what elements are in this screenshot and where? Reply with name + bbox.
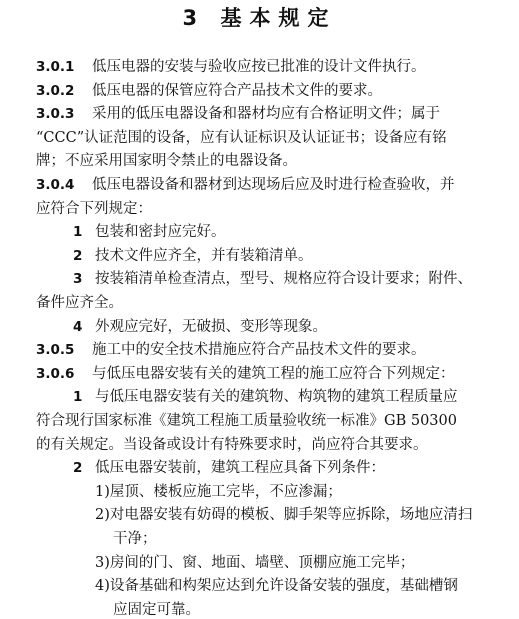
clause-continuation — [36, 152, 297, 170]
item-2 — [73, 459, 385, 477]
item-1 — [73, 223, 226, 241]
item-number: 1 — [73, 224, 83, 241]
sub-item-2 — [95, 506, 472, 524]
clause-3-0-4 — [36, 176, 455, 194]
item-4 — [73, 318, 327, 336]
clause-3-0-3 — [36, 105, 440, 123]
sub-item-4 — [95, 577, 458, 595]
clause-3-0-2 — [36, 82, 382, 100]
clause-text: 应符合下列规定： — [36, 200, 152, 217]
clause-text: 施工中的安全技术措施应符合产品技术文件的要求。 — [92, 342, 426, 359]
item-continuation — [36, 436, 428, 454]
clause-continuation — [36, 129, 447, 147]
sub-item-1 — [95, 483, 342, 501]
item-text: 低压电器安装前，建筑工程应具备下列条件： — [95, 460, 385, 477]
item-number: 3 — [73, 271, 83, 288]
clause-number: 3.0.5 — [36, 342, 75, 359]
clause-text: 牌；不应采用国家明令禁止的电器设备。 — [36, 153, 297, 170]
sub-item-text: 2)对电器安装有妨碍的模板、脚手架等应拆除，场地应清扫 — [95, 507, 473, 524]
sub-item-text: 1)屋顶、楼板应施工完毕，不应渗漏； — [95, 483, 342, 500]
item-text: 按装箱清单检查清点，型号、规格应符合设计要求；附件、 — [95, 271, 472, 288]
clause-text: “CCC”认证范围的设备，应有认证标识及认证证书；设备应有铭 — [36, 129, 447, 146]
clause-number: 3.0.4 — [36, 177, 75, 193]
item-number: 2 — [73, 247, 83, 264]
clause-number: 3.0.6 — [36, 365, 75, 382]
item-text: 的有关规定。当设备或设计有特殊要求时，尚应符合其要求。 — [36, 436, 428, 453]
item-text: 外观应完好，无破损、变形等现象。 — [95, 318, 327, 335]
sub-item-text: 3)房间的门、窗、地面、墙壁、顶棚应施工完毕； — [95, 554, 415, 571]
sub-item-continuation — [113, 601, 200, 619]
item-continuation — [36, 294, 123, 312]
clause-3-0-6 — [36, 365, 455, 383]
clause-number: 3.0.1 — [36, 59, 75, 75]
clause-text: 低压电器的保管应符合产品技术文件的要求。 — [92, 82, 382, 99]
item-number: 2 — [73, 460, 83, 477]
clause-text: 低压电器设备和器材到达现场后应及时进行检查验收，并 — [92, 177, 455, 193]
item-number: 4 — [73, 318, 83, 335]
sub-item-text: 4)设备基础和构架应达到允许设备安装的强度，基础槽钢 — [95, 578, 458, 595]
item-text: 与低压电器安装有关的建筑物、构筑物的建筑工程质量应 — [95, 389, 458, 406]
clause-text: 低压电器的安装与验收应按已批准的设计文件执行。 — [92, 59, 426, 75]
page-title: 3 基本规定 — [182, 6, 337, 30]
item-text: 包装和密封应完好。 — [95, 224, 226, 241]
item-continuation — [36, 412, 457, 430]
sub-item-continuation — [113, 530, 157, 548]
clause-text: 与低压电器安装有关的建筑工程的施工应符合下列规定： — [92, 365, 455, 382]
item-number: 1 — [73, 389, 83, 406]
item-3 — [73, 270, 472, 288]
sub-item-text: 应固定可靠。 — [113, 601, 200, 618]
item-1 — [73, 388, 458, 406]
item-text: 备件应齐全。 — [36, 295, 123, 311]
clause-3-0-5 — [36, 341, 426, 359]
clause-3-0-1 — [36, 58, 426, 76]
clause-number: 3.0.3 — [36, 106, 75, 123]
sub-item-text: 干净； — [113, 531, 157, 547]
item-2 — [73, 247, 313, 265]
item-text: 符合现行国家标准《建筑工程施工质量验收统一标准》GB 50300 — [36, 413, 457, 429]
sub-item-3 — [95, 554, 414, 572]
clause-number: 3.0.2 — [36, 82, 75, 99]
clause-text: 采用的低压电器设备和器材均应有合格证明文件；属于 — [92, 106, 440, 123]
item-text: 技术文件应齐全，并有装箱清单。 — [95, 247, 313, 264]
clause-continuation — [36, 200, 152, 218]
